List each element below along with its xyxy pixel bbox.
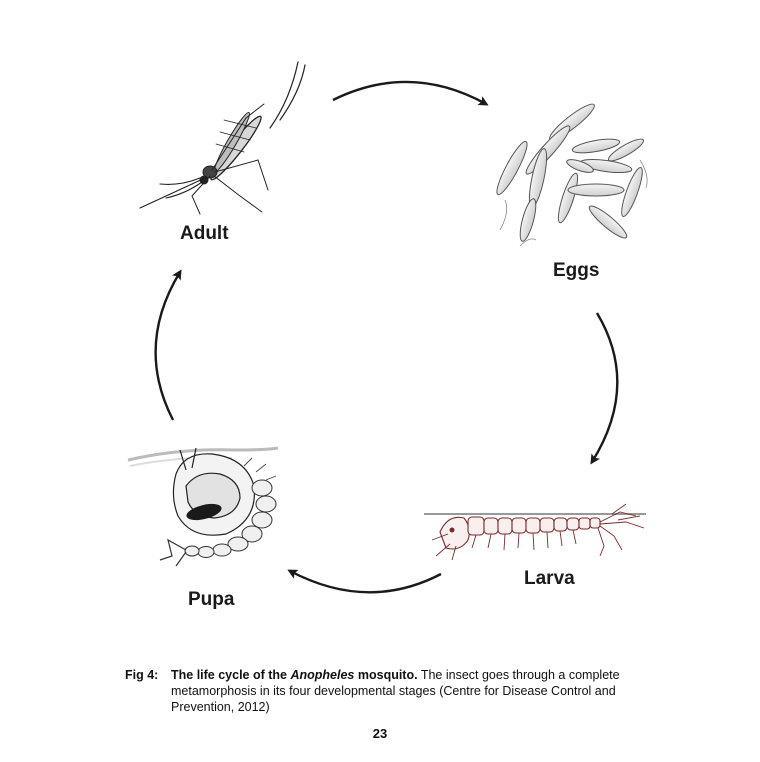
caption-title-suffix: mosquito. (354, 668, 418, 682)
arrow-eggs-to-larva (592, 313, 617, 462)
arrow-larva-to-pupa (290, 571, 441, 592)
caption-title-prefix: The life cycle of the (171, 668, 291, 682)
stage-label-larva: Larva (524, 568, 575, 589)
stage-label-eggs: Eggs (553, 260, 600, 281)
figure-caption (125, 667, 645, 715)
caption-text: The insect goes through a complete metamorphosis in its four developmental stages (Centre for Disease Control and Prevention, 2012) (171, 668, 620, 714)
figure-tag: Fig 4: (125, 668, 159, 682)
page-number: 23 (372, 726, 388, 741)
arrow-pupa-to-adult (156, 272, 180, 420)
arrow-adult-to-eggs (333, 82, 486, 104)
caption-title-italic: Anopheles (290, 668, 355, 682)
stage-label-adult: Adult (180, 223, 229, 244)
larva-icon (424, 504, 646, 560)
adult-mosquito-icon (140, 62, 305, 214)
eggs-cluster-icon (493, 100, 648, 246)
pupa-icon (128, 448, 278, 566)
caption-body (125, 667, 645, 715)
stage-label-pupa: Pupa (188, 589, 235, 610)
